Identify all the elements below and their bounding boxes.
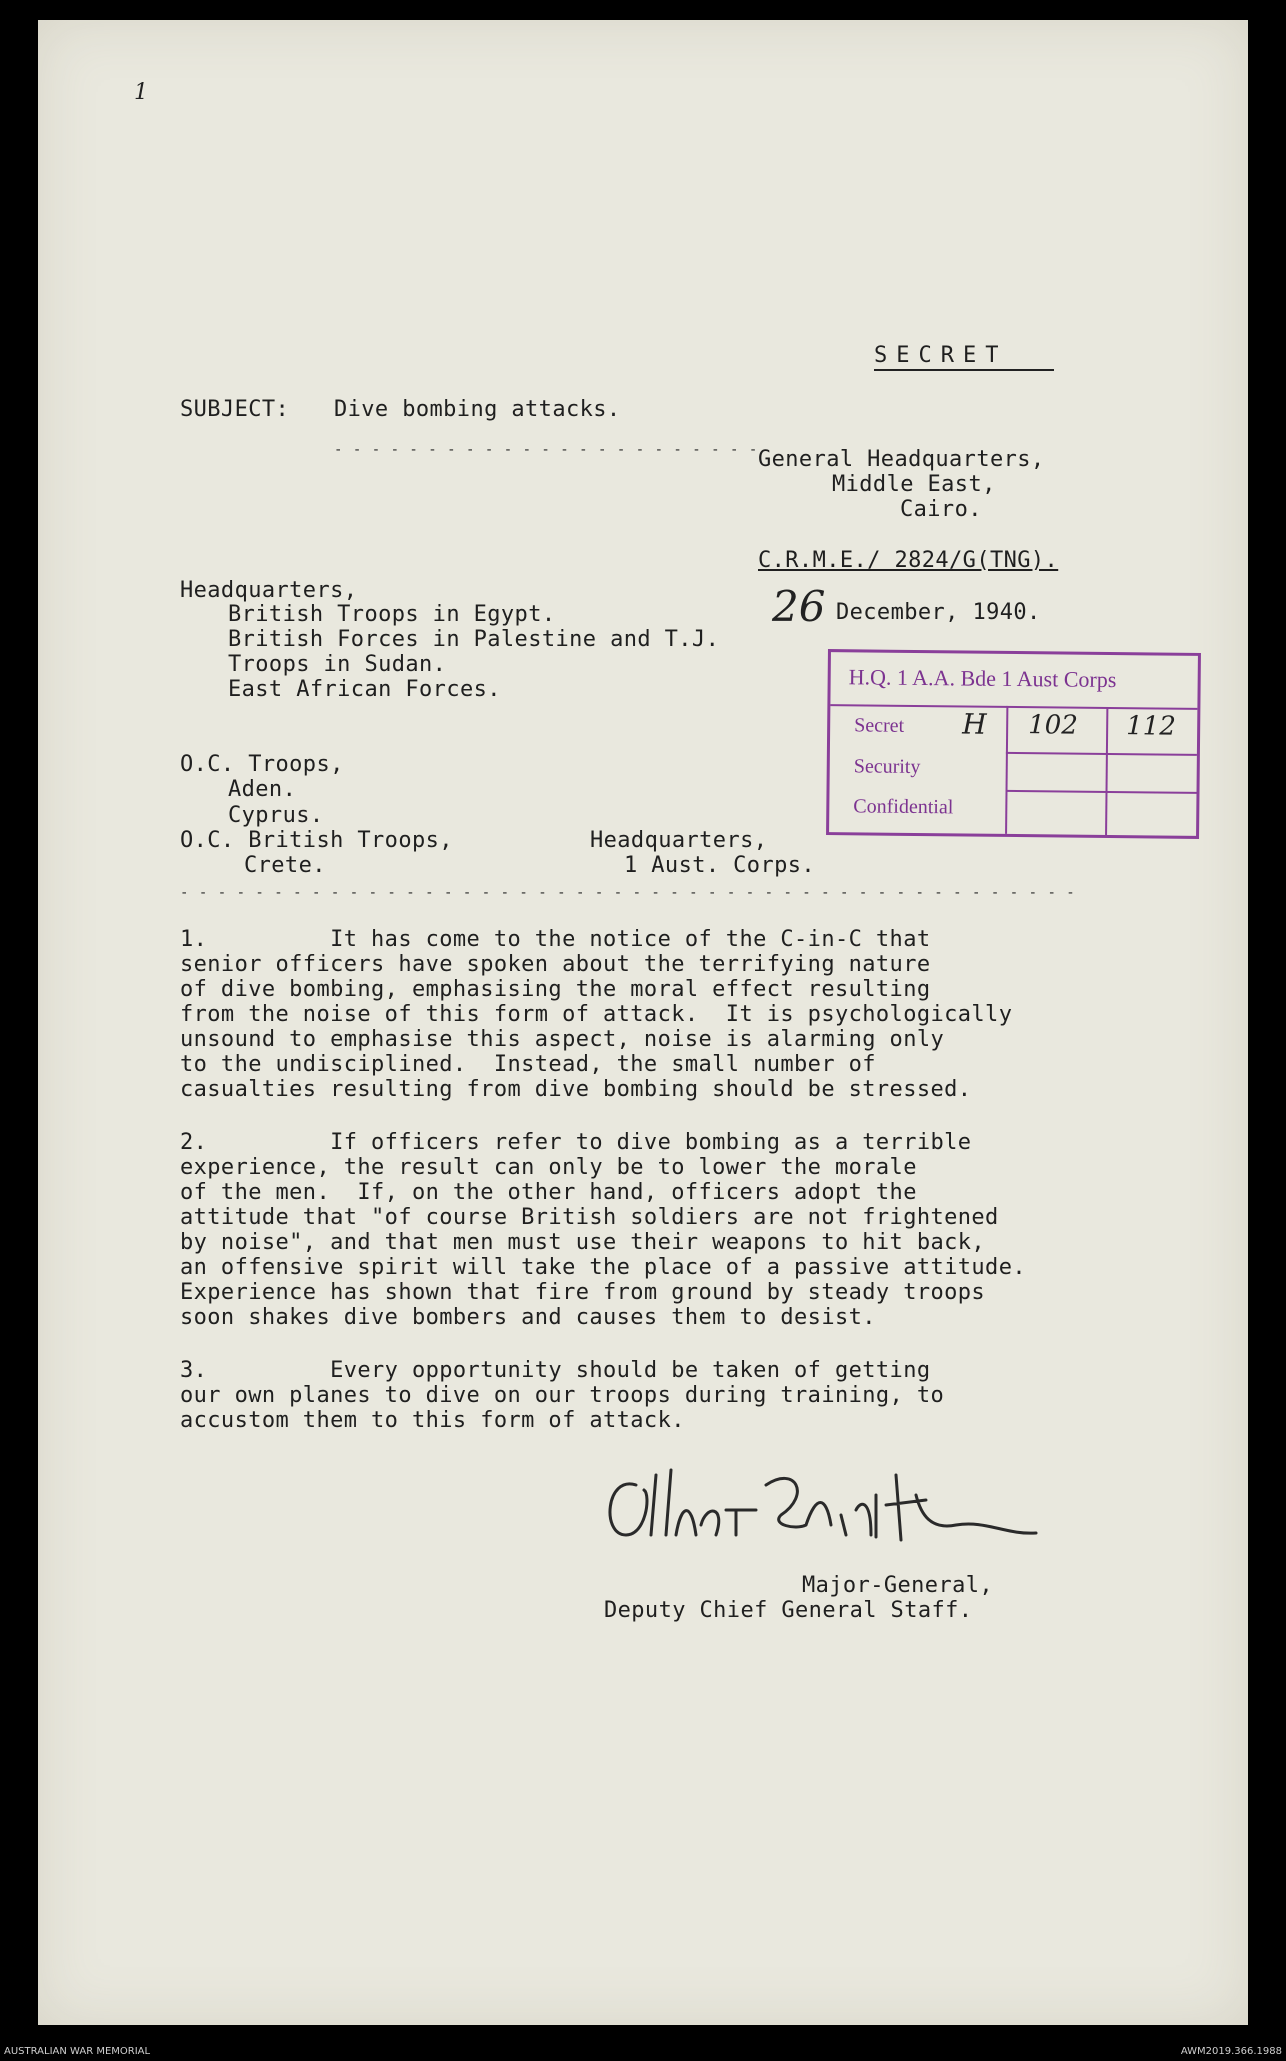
oc-troops-aden: Aden. bbox=[228, 777, 297, 802]
para1-line: to the undisciplined. Instead, the small number of bbox=[180, 1052, 876, 1077]
addressee-2: British Troops in Egypt. bbox=[228, 602, 556, 627]
para1-line: of dive bombing, emphasising the moral effect resulting bbox=[180, 977, 931, 1002]
hq-corps: Headquarters, bbox=[590, 828, 768, 853]
para1-line: unsound to emphasise this aspect, noise is alarming only bbox=[180, 1027, 945, 1052]
para2-line: Experience has shown that fire from ground by steady troops bbox=[180, 1280, 986, 1305]
subject-label: SUBJECT: bbox=[180, 397, 290, 422]
oc-british-troops: O.C. British Troops, bbox=[180, 828, 453, 853]
addressee-3: British Forces in Palestine and T.J. bbox=[228, 627, 720, 652]
signatory-title: Deputy Chief General Staff. bbox=[604, 1598, 973, 1623]
from-line-1: General Headquarters, bbox=[758, 447, 1045, 472]
stamp-header-text: H.Q. 1 A.A. Bde 1 Aust Corps bbox=[848, 664, 1117, 693]
margin-mark: 1 bbox=[134, 80, 148, 105]
reference: C.R.M.E./ 2824/G(TNG). bbox=[758, 548, 1059, 573]
stamp-rule bbox=[1005, 790, 1196, 794]
addressee-5: East African Forces. bbox=[228, 677, 501, 702]
subject: Dive bombing attacks. bbox=[334, 397, 621, 422]
para1-line: casualties resulting from dive bombing should be stressed. bbox=[180, 1077, 972, 1102]
divider-rule: - - - - - - - - - - - - - - - - - - - - - - - - - - - - - - - - - - - - - - - - - - - - - - - - bbox=[180, 885, 1076, 901]
oc-troops-cyprus: Cyprus. bbox=[228, 803, 324, 828]
para1-line: 1. It has come to the notice of the C-in-C that bbox=[180, 927, 931, 952]
para1-line: senior officers have spoken about the terrifying nature bbox=[180, 952, 931, 977]
para2-line: an offensive spirit will take the place of a passive attitude. bbox=[180, 1255, 1026, 1280]
para2-line: of the men. If, on the other hand, officers adopt the bbox=[180, 1180, 917, 1205]
para2-line: soon shakes dive bombers and causes them to desist. bbox=[180, 1305, 876, 1330]
para3-line: accustom them to this form of attack. bbox=[180, 1408, 685, 1433]
para3-line: 3. Every opportunity should be taken of getting bbox=[180, 1358, 931, 1383]
para3-line: our own planes to dive on our troops during training, to bbox=[180, 1383, 945, 1408]
signatory-rank: Major-General, bbox=[802, 1573, 994, 1598]
stamp-rule bbox=[1006, 752, 1197, 756]
addressee-1: Headquarters, bbox=[180, 578, 358, 603]
date-day: 26 bbox=[772, 582, 826, 631]
footer-right: AWM2019.366.1988 bbox=[1180, 2046, 1282, 2057]
stamp-divider bbox=[1005, 706, 1008, 834]
stamp-row-security: Security bbox=[853, 755, 921, 779]
signature bbox=[596, 1455, 1076, 1565]
stamp-secret-number-1: 102 bbox=[1028, 710, 1078, 741]
receipt-stamp bbox=[826, 649, 1201, 839]
stamp-row-confidential: Confidential bbox=[853, 795, 954, 819]
para2-line: attitude that "of course British soldiers are not frightened bbox=[180, 1205, 999, 1230]
from-line-3: Cairo. bbox=[900, 497, 982, 522]
addressee-4: Troops in Sudan. bbox=[228, 652, 447, 677]
stamp-secret-number-2: 112 bbox=[1126, 711, 1176, 742]
para1-line: from the noise of this form of attack. It is psychologically bbox=[180, 1002, 1013, 1027]
para2-line: 2. If officers refer to dive bombing as a terrible bbox=[180, 1130, 972, 1155]
date: December, 1940. bbox=[836, 600, 1041, 625]
stamp-secret-letter: H bbox=[962, 707, 987, 741]
oc-troops: O.C. Troops, bbox=[180, 752, 344, 777]
classification: SECRET bbox=[874, 343, 1008, 368]
subject-underline: - - - - - - - - - - - - - - - - - - - - - - - bbox=[334, 442, 759, 458]
footer-left: AUSTRALIAN WAR MEMORIAL bbox=[4, 2046, 151, 2057]
stamp-divider bbox=[1105, 707, 1108, 835]
stamp-row-secret: Secret bbox=[854, 714, 905, 737]
from-line-2: Middle East, bbox=[832, 472, 996, 497]
stamp-header bbox=[830, 652, 1198, 710]
para2-line: experience, the result can only be to lower the morale bbox=[180, 1155, 917, 1180]
classification-underline bbox=[874, 369, 1054, 371]
oc-british-crete: Crete. bbox=[244, 853, 326, 878]
hq-corps-name: 1 Aust. Corps. bbox=[624, 853, 816, 878]
para2-line: by noise", and that men must use their weapons to hit back, bbox=[180, 1230, 986, 1255]
